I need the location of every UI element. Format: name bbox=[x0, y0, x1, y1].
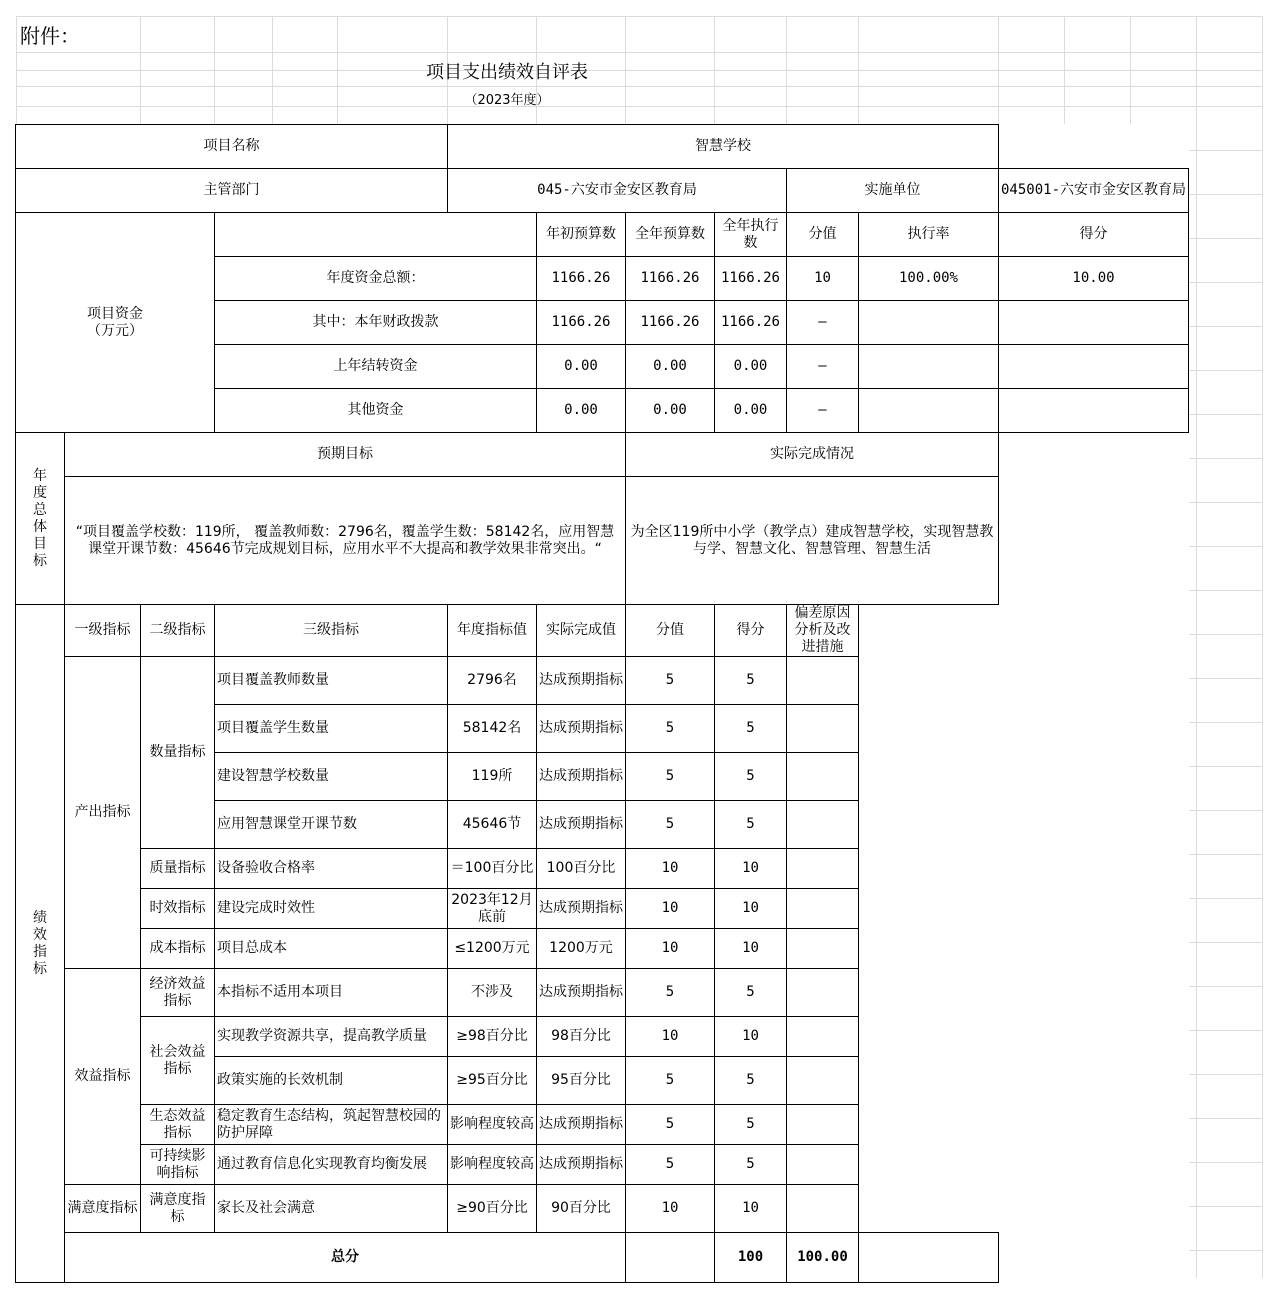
indicator-score-value: 10 bbox=[626, 1017, 715, 1057]
year-note: （2023年度） bbox=[464, 93, 550, 108]
indicator-actual: 达成预期指标 bbox=[537, 801, 626, 849]
indicator-score: 10 bbox=[715, 849, 787, 889]
indicator-target: 不涉及 bbox=[448, 969, 537, 1017]
funds-header-score: 得分 bbox=[999, 213, 1189, 257]
economic-indicators-subgroup: 经济效益指标 bbox=[141, 969, 215, 1017]
ecological-indicators-subgroup: 生态效益指标 bbox=[141, 1105, 215, 1145]
indicator-actual: 达成预期指标 bbox=[537, 889, 626, 929]
indicator-analysis bbox=[787, 889, 859, 929]
indicator-name: 本指标不适用本项目 bbox=[215, 969, 448, 1017]
funds-executed: 0.00 bbox=[715, 345, 787, 389]
indicator-name: 政策实施的长效机制 bbox=[215, 1057, 448, 1105]
funds-annual: 0.00 bbox=[626, 345, 715, 389]
grid-line bbox=[16, 52, 1262, 53]
indicator-analysis bbox=[787, 657, 859, 705]
indicator-target: ≥95百分比 bbox=[448, 1057, 537, 1105]
total-analysis bbox=[859, 1233, 999, 1283]
department-row bbox=[16, 169, 1189, 213]
project-name-value: 智慧学校 bbox=[448, 125, 999, 169]
indicator-target: 119所 bbox=[448, 753, 537, 801]
quantity-indicators-subgroup: 数量指标 bbox=[141, 657, 215, 849]
indicator-score: 10 bbox=[715, 1017, 787, 1057]
funds-score-value: — bbox=[787, 389, 859, 433]
indicator-actual: 95百分比 bbox=[537, 1057, 626, 1105]
performance-indicators-label: 绩 效 指 标 bbox=[16, 605, 65, 1283]
indicator-actual: 1200万元 bbox=[537, 929, 626, 969]
indicator-actual: 达成预期指标 bbox=[537, 1145, 626, 1185]
indicator-actual: 达成预期指标 bbox=[537, 969, 626, 1017]
funds-rate bbox=[859, 345, 999, 389]
indicator-name: 实现教学资源共享，提高教学质量 bbox=[215, 1017, 448, 1057]
document-title: 项目支出绩效自评表 bbox=[426, 62, 588, 83]
indicator-actual: 90百分比 bbox=[537, 1185, 626, 1233]
indicator-name: 设备验收合格率 bbox=[215, 849, 448, 889]
indicator-actual: 达成预期指标 bbox=[537, 1105, 626, 1145]
indicator-name: 应用智慧课堂开课节数 bbox=[215, 801, 448, 849]
indicator-actual: 达成预期指标 bbox=[537, 657, 626, 705]
funds-initial: 0.00 bbox=[537, 345, 626, 389]
funds-score-value: 10 bbox=[787, 257, 859, 301]
funds-score bbox=[999, 345, 1189, 389]
indicator-name: 项目覆盖教师数量 bbox=[215, 657, 448, 705]
indicator-target: ≤1200万元 bbox=[448, 929, 537, 969]
funds-annual: 0.00 bbox=[626, 389, 715, 433]
funds-header-executed: 全年执行数 bbox=[715, 213, 787, 257]
indicator-row bbox=[16, 1145, 1189, 1185]
score-header: 得分 bbox=[715, 605, 787, 657]
indicator-score-value: 5 bbox=[626, 969, 715, 1017]
goals-header-row bbox=[16, 433, 1189, 477]
indicator-name: 稳定教育生态结构，筑起智慧校园的防护屏障 bbox=[215, 1105, 448, 1145]
funds-annual: 1166.26 bbox=[626, 301, 715, 345]
annual-goals-label: 年 度 总 体 目 标 bbox=[16, 433, 65, 605]
analysis-header: 偏差原因分析及改进措施 bbox=[787, 605, 859, 657]
indicator-score-value: 5 bbox=[626, 1057, 715, 1105]
attachment-label: 附件： bbox=[20, 24, 80, 48]
indicator-analysis bbox=[787, 801, 859, 849]
indicator-score: 5 bbox=[715, 1105, 787, 1145]
total-row bbox=[16, 1233, 1189, 1283]
indicator-analysis bbox=[787, 705, 859, 753]
benefit-indicators-group: 效益指标 bbox=[65, 969, 141, 1185]
indicator-name: 项目覆盖学生数量 bbox=[215, 705, 448, 753]
funds-row-label: 上年结转资金 bbox=[215, 345, 537, 389]
indicator-actual: 达成预期指标 bbox=[537, 705, 626, 753]
dept-label: 主管部门 bbox=[16, 169, 448, 213]
funds-score bbox=[999, 389, 1189, 433]
funds-row-label: 其中：本年财政拨款 bbox=[215, 301, 537, 345]
funds-initial: 0.00 bbox=[537, 389, 626, 433]
timeliness-indicators-subgroup: 时效指标 bbox=[141, 889, 215, 929]
satisfaction-indicators-subgroup: 满意度指标 bbox=[141, 1185, 215, 1233]
indicator-target: ≥98百分比 bbox=[448, 1017, 537, 1057]
social-indicators-subgroup: 社会效益指标 bbox=[141, 1017, 215, 1105]
funds-initial: 1166.26 bbox=[537, 301, 626, 345]
indicator-target: ≥90百分比 bbox=[448, 1185, 537, 1233]
indicator-score: 5 bbox=[715, 1145, 787, 1185]
indicator-target: 影响程度较高 bbox=[448, 1105, 537, 1145]
indicator-target: 影响程度较高 bbox=[448, 1145, 537, 1185]
funds-annual: 1166.26 bbox=[626, 257, 715, 301]
indicator-score-value: 5 bbox=[626, 657, 715, 705]
level2-header: 二级指标 bbox=[141, 605, 215, 657]
funds-header-annual: 全年预算数 bbox=[626, 213, 715, 257]
grid-line bbox=[1262, 16, 1263, 1278]
indicator-target: 58142名 bbox=[448, 705, 537, 753]
indicator-analysis bbox=[787, 1057, 859, 1105]
funds-score: 10.00 bbox=[999, 257, 1189, 301]
indicator-score: 5 bbox=[715, 705, 787, 753]
indicator-target: ＝100百分比 bbox=[448, 849, 537, 889]
project-name-label: 项目名称 bbox=[16, 125, 448, 169]
indicator-analysis bbox=[787, 929, 859, 969]
total-label: 总分 bbox=[65, 1233, 626, 1283]
indicator-score: 10 bbox=[715, 1185, 787, 1233]
indicator-score: 5 bbox=[715, 969, 787, 1017]
indicator-analysis bbox=[787, 1145, 859, 1185]
goals-content-row bbox=[16, 477, 1189, 605]
indicator-name: 项目总成本 bbox=[215, 929, 448, 969]
funds-initial: 1166.26 bbox=[537, 257, 626, 301]
indicator-score-value: 10 bbox=[626, 889, 715, 929]
indicator-score-value: 5 bbox=[626, 801, 715, 849]
funds-rate: 100.00% bbox=[859, 257, 999, 301]
indicator-name: 通过教育信息化实现教育均衡发展 bbox=[215, 1145, 448, 1185]
indicator-name: 建设完成时效性 bbox=[215, 889, 448, 929]
indicator-target: 45646节 bbox=[448, 801, 537, 849]
indicator-score-value: 10 bbox=[626, 849, 715, 889]
indicator-score: 5 bbox=[715, 753, 787, 801]
indicator-row bbox=[16, 929, 1189, 969]
expected-goal-text: “项目覆盖学校数：119所， 覆盖教师数：2796名，覆盖学生数：58142名，应用智慧课堂开课节数：45646节完成规划目标，应用水平不大提高和教学效果非常突出。“ bbox=[65, 477, 626, 605]
indicator-row bbox=[16, 849, 1189, 889]
indicator-row bbox=[16, 1105, 1189, 1145]
satisfaction-indicators-group: 满意度指标 bbox=[65, 1185, 141, 1233]
indicator-name: 建设智慧学校数量 bbox=[215, 753, 448, 801]
indicator-analysis bbox=[787, 969, 859, 1017]
indicator-score-value: 10 bbox=[626, 929, 715, 969]
funds-executed: 0.00 bbox=[715, 389, 787, 433]
indicator-analysis bbox=[787, 1017, 859, 1057]
funds-rate bbox=[859, 389, 999, 433]
grid-line bbox=[1196, 16, 1197, 1278]
indicator-actual: 100百分比 bbox=[537, 849, 626, 889]
indicator-header-row bbox=[16, 605, 1189, 657]
dept-value: 045-六安市金安区教育局 bbox=[448, 169, 787, 213]
level3-header: 三级指标 bbox=[215, 605, 448, 657]
indicator-target: 2796名 bbox=[448, 657, 537, 705]
actual-status-header: 实际完成情况 bbox=[626, 433, 999, 477]
sustainable-indicators-subgroup: 可持续影响指标 bbox=[141, 1145, 215, 1185]
funds-score bbox=[999, 301, 1189, 345]
indicator-score-value: 5 bbox=[626, 1105, 715, 1145]
indicator-score: 5 bbox=[715, 801, 787, 849]
indicator-row bbox=[16, 969, 1189, 1017]
indicator-row bbox=[16, 889, 1189, 929]
total-score: 100.00 bbox=[787, 1233, 859, 1283]
funds-executed: 1166.26 bbox=[715, 301, 787, 345]
output-indicators-group: 产出指标 bbox=[65, 657, 141, 969]
funds-header-score-value: 分值 bbox=[787, 213, 859, 257]
funds-label: 项目资金 （万元） bbox=[16, 213, 215, 433]
cost-indicators-subgroup: 成本指标 bbox=[141, 929, 215, 969]
indicator-analysis bbox=[787, 1185, 859, 1233]
indicator-actual: 达成预期指标 bbox=[537, 753, 626, 801]
indicator-score-value: 10 bbox=[626, 1185, 715, 1233]
indicator-analysis bbox=[787, 1105, 859, 1145]
grid-line bbox=[16, 86, 1262, 87]
expected-goal-header: 预期目标 bbox=[65, 433, 626, 477]
funds-header-row bbox=[16, 213, 1189, 257]
indicator-score-value: 5 bbox=[626, 753, 715, 801]
indicator-row bbox=[16, 1017, 1189, 1057]
project-name-row bbox=[16, 125, 1189, 169]
actual-status-text: 为全区119所中小学（教学点）建成智慧学校，实现智慧教与学、智慧文化、智慧管理、智慧生活 bbox=[626, 477, 999, 605]
funds-header-blank bbox=[215, 213, 537, 257]
funds-header-initial: 年初预算数 bbox=[537, 213, 626, 257]
score-value-header: 分值 bbox=[626, 605, 715, 657]
indicator-score-value: 5 bbox=[626, 1145, 715, 1185]
self-evaluation-table bbox=[15, 124, 1189, 1283]
grid-line bbox=[16, 16, 1262, 17]
funds-row-label: 其他资金 bbox=[215, 389, 537, 433]
funds-header-rate: 执行率 bbox=[859, 213, 999, 257]
indicator-score-value: 5 bbox=[626, 705, 715, 753]
indicator-score: 10 bbox=[715, 889, 787, 929]
funds-score-value: — bbox=[787, 301, 859, 345]
impl-value: 045001-六安市金安区教育局 bbox=[999, 169, 1189, 213]
indicator-analysis bbox=[787, 849, 859, 889]
indicator-row bbox=[16, 1185, 1189, 1233]
funds-score-value: — bbox=[787, 345, 859, 389]
level1-header: 一级指标 bbox=[65, 605, 141, 657]
funds-executed: 1166.26 bbox=[715, 257, 787, 301]
indicator-analysis bbox=[787, 753, 859, 801]
impl-label: 实施单位 bbox=[787, 169, 999, 213]
indicator-score: 5 bbox=[715, 657, 787, 705]
indicator-name: 家长及社会满意 bbox=[215, 1185, 448, 1233]
indicator-score: 5 bbox=[715, 1057, 787, 1105]
indicator-row bbox=[16, 657, 1189, 705]
total-score-value: 100 bbox=[715, 1233, 787, 1283]
quality-indicators-subgroup: 质量指标 bbox=[141, 849, 215, 889]
indicator-score: 10 bbox=[715, 929, 787, 969]
target-header: 年度指标值 bbox=[448, 605, 537, 657]
funds-row-label: 年度资金总额： bbox=[215, 257, 537, 301]
funds-rate bbox=[859, 301, 999, 345]
actual-header: 实际完成值 bbox=[537, 605, 626, 657]
indicator-target: 2023年12月底前 bbox=[448, 889, 537, 929]
indicator-actual: 98百分比 bbox=[537, 1017, 626, 1057]
total-blank bbox=[626, 1233, 715, 1283]
